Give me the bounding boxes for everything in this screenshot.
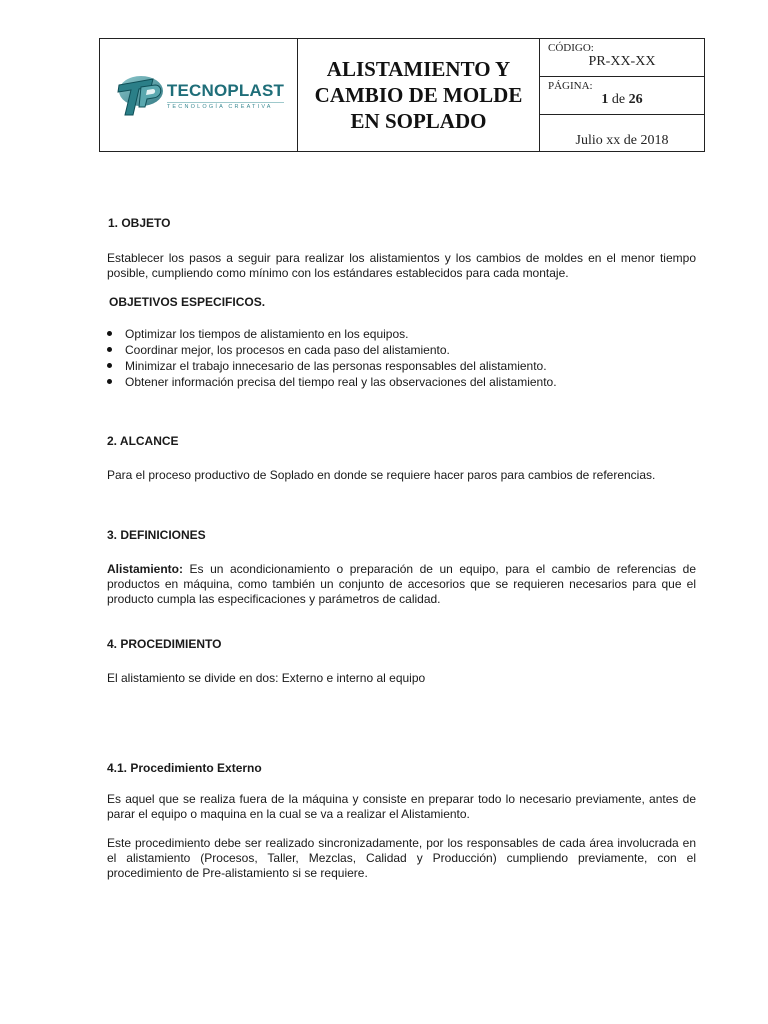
- definition-term: Alistamiento:: [107, 562, 184, 576]
- externo-text-1: Es aquel que se realiza fuera de la máquina y consiste en preparar todo lo necesario previamente, antes de parar el equipo o maquina en la cual se va a realizar el Alistamiento.: [107, 792, 696, 821]
- code-row: [540, 39, 704, 77]
- document-date: Julio xx de 2018: [575, 133, 669, 148]
- page-total: 26: [628, 92, 643, 107]
- meta-cell: [540, 39, 704, 151]
- list-item: Optimizar los tiempos de alistamiento en los equipos.: [107, 326, 696, 342]
- bullet-icon: [107, 363, 112, 368]
- bullet-icon: [107, 379, 112, 384]
- company-logo: [113, 69, 284, 121]
- externo-text-2: Este procedimiento debe ser realizado sincronizadamente, por los responsables de cada área involucrada en el alistamiento (Procesos, Taller, Mezclas, Calidad y Producción) cumpliendo previamente, con el procedimiento de Pre-alistamiento si se requiere.: [107, 836, 696, 880]
- page-row: [540, 77, 704, 115]
- page-of: de: [611, 92, 626, 107]
- bullet-icon: [107, 347, 112, 352]
- heading-objetivos: OBJETIVOS ESPECIFICOS.: [109, 295, 266, 309]
- alcance-text: Para el proceso productivo de Soplado en donde se requiere hacer paros para cambios de referencias.: [107, 468, 656, 482]
- heading-definiciones: 3. DEFINICIONES: [107, 528, 206, 542]
- logo-name: TECNOPLAST: [166, 80, 285, 100]
- page-value: [540, 92, 704, 108]
- code-label: CÓDIGO:: [548, 42, 594, 54]
- page-label: PÁGINA:: [548, 80, 593, 92]
- heading-procedimiento: 4. PROCEDIMIENTO: [107, 637, 222, 651]
- list-item: Minimizar el trabajo innecesario de las personas responsables del alistamiento.: [107, 358, 696, 374]
- definition-body: Es un acondicionamiento o preparación de un equipo, para el cambio de referencias de productos en máquina, como también un conjunto de accesorios que se requieren necesarios para que el producto cumpla las especificaciones y parámetros de calidad.: [107, 562, 696, 606]
- date-row: [540, 115, 704, 151]
- bullet-icon: [107, 331, 112, 336]
- list-item: Coordinar mejor, los procesos en cada paso del alistamiento.: [107, 342, 696, 358]
- tp-logo-icon: [113, 69, 165, 121]
- heading-alcance: 2. ALCANCE: [107, 434, 179, 448]
- code-value: PR-XX-XX: [588, 54, 656, 69]
- objetivos-list: [107, 326, 696, 390]
- list-item: Obtener información precisa del tiempo real y las observaciones del alistamiento.: [107, 374, 696, 390]
- heading-objeto: 1. OBJETO: [108, 216, 171, 230]
- page-current: 1: [601, 92, 609, 107]
- document-header: [99, 38, 705, 152]
- logo-tagline: TECNOLOGÍA CREATIVA: [167, 102, 284, 110]
- procedimiento-text: El alistamiento se divide en dos: Externo e interno al equipo: [107, 671, 426, 685]
- title-cell: [298, 39, 540, 151]
- document-title: ALISTAMIENTO Y CAMBIO DE MOLDE EN SOPLADO: [314, 57, 523, 133]
- definiciones-text: [107, 562, 696, 607]
- logo-cell: [100, 39, 298, 151]
- objeto-text: Establecer los pasos a seguir para realizar los alistamientos y los cambios de moldes en el menor tiempo posible, cumpliendo como mínimo con los estándares establecidos para cada montaje.: [107, 251, 696, 280]
- heading-externo: 4.1. Procedimiento Externo: [107, 761, 262, 775]
